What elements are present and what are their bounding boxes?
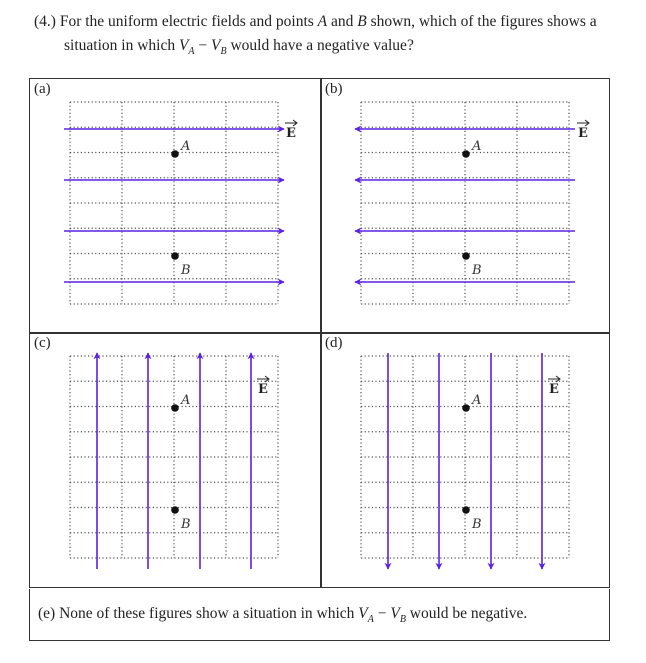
e-field-symbol: E bbox=[578, 126, 588, 141]
e-field-symbol: E bbox=[286, 126, 296, 141]
point-a-label: A bbox=[181, 139, 191, 154]
panel-c-label: (c) bbox=[34, 335, 51, 351]
point-a-dot bbox=[462, 150, 470, 158]
point-a-dot bbox=[171, 404, 179, 412]
question-line-1: (4.) For the uniform electric fields and points A and B shown, which of the figures shows a bbox=[34, 13, 597, 30]
panel-a[interactable] bbox=[30, 79, 320, 334]
panel-c-diagram bbox=[30, 333, 320, 587]
point-b-label: B bbox=[181, 517, 191, 532]
point-b-dot bbox=[462, 506, 470, 514]
point-b-dot bbox=[171, 252, 179, 260]
panel-d[interactable] bbox=[321, 333, 611, 588]
panel-c[interactable] bbox=[30, 333, 320, 588]
panel-b-diagram bbox=[321, 79, 610, 332]
panel-b-label: (b) bbox=[325, 81, 343, 97]
panel-b[interactable] bbox=[321, 79, 611, 334]
e-field-symbol: E bbox=[258, 382, 268, 397]
point-b-dot bbox=[462, 252, 470, 260]
option-e[interactable]: (e) None of these figures show a situation in which $V_A - V_B$ would be negative. bbox=[29, 589, 610, 641]
e-field-symbol: E bbox=[549, 382, 559, 397]
point-b-label: B bbox=[181, 263, 191, 278]
point-a-label: A bbox=[181, 393, 191, 408]
point-b-label: B bbox=[472, 263, 482, 278]
panel-d-label: (d) bbox=[325, 335, 343, 351]
point-a-label: A bbox=[472, 393, 482, 408]
panel-a-label: (a) bbox=[34, 81, 51, 97]
point-a-label: A bbox=[472, 139, 482, 154]
point-a-dot bbox=[462, 404, 470, 412]
panel-a-diagram bbox=[30, 79, 320, 332]
panel-d-diagram bbox=[321, 333, 610, 587]
point-a-dot bbox=[171, 150, 179, 158]
question-line-2: situation in which $V_A - V_B$ would have a negative value? bbox=[64, 37, 414, 58]
point-b-label: B bbox=[472, 517, 482, 532]
point-b-dot bbox=[171, 506, 179, 514]
question-text bbox=[34, 10, 634, 64]
